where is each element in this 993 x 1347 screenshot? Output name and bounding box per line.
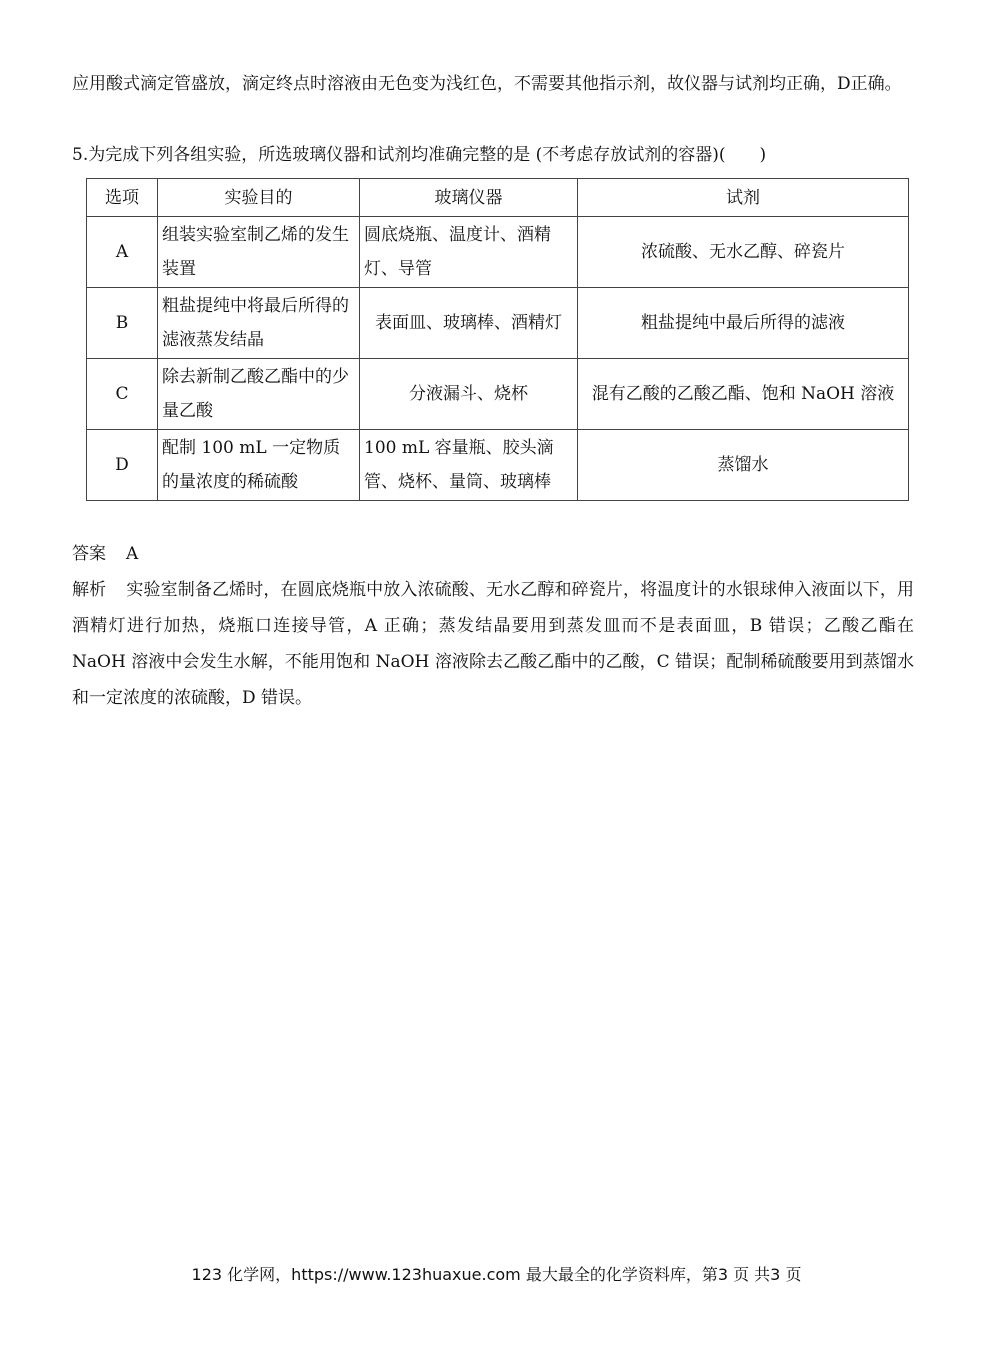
table-row	[87, 288, 909, 359]
header-reagent: 试剂	[578, 179, 909, 217]
answer-label: 答案	[72, 544, 106, 564]
row-option: B	[87, 288, 158, 359]
question-5: 5.为完成下列各组实验，所选玻璃仪器和试剂均准确完整的是 (不考虑存放试剂的容器)( )	[72, 145, 767, 165]
analysis-text: 实验室制备乙烯时，在圆底烧瓶中放入浓硫酸、无水乙醇和碎瓷片，将温度计的水银球伸入液面以下，用酒精灯进行加热，烧瓶口连接导管，A 正确；蒸发结晶要用到蒸发皿而不是表面皿，B 错误；乙酸乙酯在 NaOH 溶液中会发生水解，不能用饱和 NaOH 溶液除去乙酸乙酯中的乙酸，C 错误；配制稀硫酸要用到蒸馏水和一定浓度的浓硫酸，D 错误。	[72, 580, 914, 708]
header-glassware: 玻璃仪器	[360, 179, 578, 217]
row-reagent: 蒸馏水	[578, 430, 909, 501]
row-glassware: 100 mL 容量瓶、胶头滴管、烧杯、量筒、玻璃棒	[360, 430, 578, 501]
row-purpose: 粗盐提纯中将最后所得的滤液蒸发结晶	[158, 288, 360, 359]
row-glassware: 圆底烧瓶、温度计、酒精灯、导管	[360, 217, 578, 288]
table-row	[87, 359, 909, 430]
row-option: C	[87, 359, 158, 430]
row-reagent: 混有乙酸的乙酸乙酯、饱和 NaOH 溶液	[578, 359, 909, 430]
row-purpose: 组装实验室制乙烯的发生装置	[158, 217, 360, 288]
page-footer: 123 化学网，https://www.123huaxue.com 最大最全的化学资料库，第3 页 共3 页	[191, 1265, 802, 1284]
row-glassware: 分液漏斗、烧杯	[360, 359, 578, 430]
analysis-label: 解析	[72, 580, 107, 600]
header-purpose: 实验目的	[158, 179, 360, 217]
intro-paragraph: 应用酸式滴定管盛放，滴定终点时溶液由无色变为浅红色，不需要其他指示剂，故仪器与试剂均正确，D正确。	[72, 74, 902, 94]
header-option: 选项	[87, 179, 158, 217]
answer-line	[72, 536, 914, 572]
row-purpose: 配制 100 mL 一定物质的量浓度的稀硫酸	[158, 430, 360, 501]
table-row	[87, 430, 909, 501]
row-purpose: 除去新制乙酸乙酯中的少量乙酸	[158, 359, 360, 430]
row-option: D	[87, 430, 158, 501]
row-option: A	[87, 217, 158, 288]
table-row	[87, 217, 909, 288]
analysis-paragraph	[72, 572, 914, 716]
row-reagent: 粗盐提纯中最后所得的滤液	[578, 288, 909, 359]
row-glassware: 表面皿、玻璃棒、酒精灯	[360, 288, 578, 359]
answer-value: A	[126, 544, 139, 564]
experiment-table	[86, 178, 909, 501]
table-header-row	[87, 179, 909, 217]
row-reagent: 浓硫酸、无水乙醇、碎瓷片	[578, 217, 909, 288]
